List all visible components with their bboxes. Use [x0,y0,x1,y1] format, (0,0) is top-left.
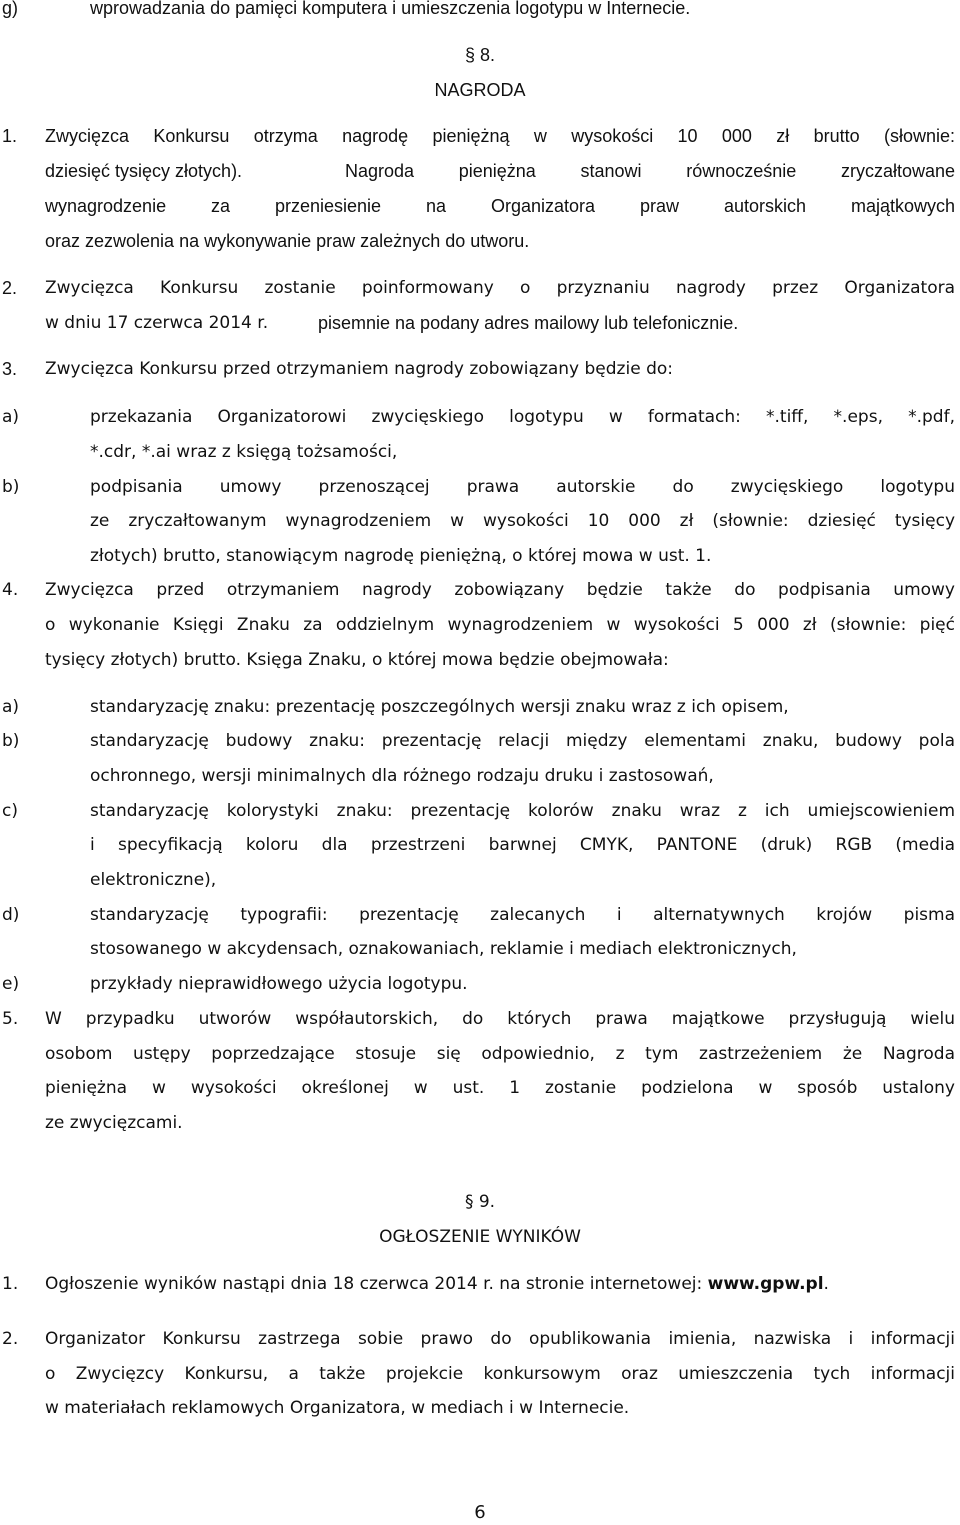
list-item-text: ze zryczałtowanym wynagrodzeniem w wysokości 10 000 zł (słownie: dziesięć tysięcy [90,511,955,531]
paragraph-line: Zwycięzca Konkursu otrzyma nagrodę pieniężną w wysokości 10 000 zł brutto (słownie: [45,126,955,146]
paragraph-line: Organizator Konkursu zastrzega sobie prawo do opublikowania imienia, nazwiska i informacji [45,1329,955,1349]
paragraph-number: 5. [2,1009,19,1029]
paragraph-line: Nagroda pieniężna stanowi równocześnie zryczałtowane [345,161,955,181]
paragraph-number: 3. [2,359,18,379]
paragraph-line: W przypadku utworów współautorskich, do których prawa majątkowe przysługują wielu [45,1009,955,1029]
list-marker: e) [2,974,20,994]
website-link[interactable]: www.gpw.pl [707,1274,824,1294]
paragraph-number: 4. [2,580,19,600]
list-marker: a) [2,697,20,717]
list-item-text: standaryzację znaku: prezentację poszczególnych wersji znaku wraz z ich opisem, [90,697,789,717]
paragraph-line: pisemnie na podany adres mailowy lub telefonicznie. [318,313,739,333]
paragraph-line: pieniężna w wysokości określonej w ust. 1 zostanie podzielona w sposób ustalony [45,1078,955,1098]
list-item-text: podpisania umowy przenoszącej prawa autorskie do zwycięskiego logotypu [90,477,955,497]
list-marker: b) [2,477,20,497]
list-item-text: złotych) brutto, stanowiącym nagrodę pieniężną, o której mowa w ust. 1. [90,546,712,566]
section-number: § 9. [464,1192,496,1212]
section-title: NAGRODA [434,80,526,100]
paragraph-line [45,1272,829,1296]
paragraph-line: oraz zezwolenia na wykonywanie praw zależnych do utworu. [45,231,530,251]
paragraph-line: osobom ustępy poprzedzające stosuje się odpowiednio, z tym zastrzeżeniem że Nagroda [45,1044,955,1064]
paragraph-line: o wykonanie Księgi Znaku za oddzielnym wynagrodzeniem w wysokości 5 000 zł (słownie: pięć [45,615,955,635]
paragraph-line: Zwycięzca Konkursu zostanie poinformowany o przyznaniu nagrody przez Organizatora [45,278,955,298]
paragraph-line: ze zwycięzcami. [45,1113,183,1133]
paragraph-number: 1. [2,1274,19,1294]
list-item-text: i specyfikacją koloru dla przestrzeni barwnej CMYK, PANTONE (druk) RGB (media [90,835,955,855]
list-marker: g) [2,0,19,18]
section-title: OGŁOSZENIE WYNIKÓW [379,1227,581,1247]
paragraph-number: 2. [2,1329,19,1349]
paragraph-line: w dniu 17 czerwca 2014 r. [45,313,269,333]
list-marker: d) [2,905,20,925]
paragraph-text: Ogłoszenie wyników nastąpi dnia 18 czerwca 2014 r. na stronie internetowej: [45,1274,708,1294]
list-item-text: standaryzację kolorystyki znaku: prezentację kolorów znaku wraz z ich umiejscowieniem [90,801,955,821]
paragraph-number: 2. [2,278,18,298]
paragraph-line: dziesięć tysięcy złotych). [45,161,243,181]
list-marker: c) [2,801,18,821]
list-item-text: przykłady nieprawidłowego użycia logotypu. [90,974,468,994]
paragraph-text: . [823,1274,829,1294]
list-item-text: standaryzację typografii: prezentację zalecanych i alternatywnych krojów pisma [90,905,955,925]
list-item-text: ochronnego, wersji minimalnych dla różnego rodzaju druku i zastosowań, [90,766,714,786]
list-marker: b) [2,731,20,751]
list-item-text: standaryzację budowy znaku: prezentację relacji między elementami znaku, budowy pola [90,731,955,751]
paragraph-line: Zwycięzca przed otrzymaniem nagrody zobowiązany będzie także do podpisania umowy [45,580,955,600]
paragraph-line: o Zwycięzcy Konkursu, a także projekcie konkursowym oraz umieszczenia tych informacji [45,1364,955,1384]
page-number: 6 [474,1502,486,1523]
section-number: § 8. [464,45,496,65]
paragraph-line: Zwycięzca Konkursu przed otrzymaniem nagrody zobowiązany będzie do: [45,359,673,379]
paragraph-number: 1. [2,126,18,146]
list-item-text: elektroniczne), [90,870,217,890]
paragraph-line: wynagrodzenie za przeniesienie na Organizatora praw autorskich majątkowych [45,196,955,216]
paragraph-line: tysięcy złotych) brutto. Księga Znaku, o której mowa będzie obejmowała: [45,650,669,670]
list-item-text: stosowanego w akcydensach, oznakowaniach, reklamie i mediach elektronicznych, [90,939,797,959]
list-item-text: wprowadzania do pamięci komputera i umieszczenia logotypu w Internecie. [90,0,691,18]
list-item-text: *.cdr, *.ai wraz z księgą tożsamości, [90,442,398,462]
paragraph-line: w materiałach reklamowych Organizatora, w mediach i w Internecie. [45,1398,630,1418]
list-marker: a) [2,407,20,427]
list-item-text: przekazania Organizatorowi zwycięskiego logotypu w formatach: *.tiff, *.eps, *.pdf, [90,407,955,427]
